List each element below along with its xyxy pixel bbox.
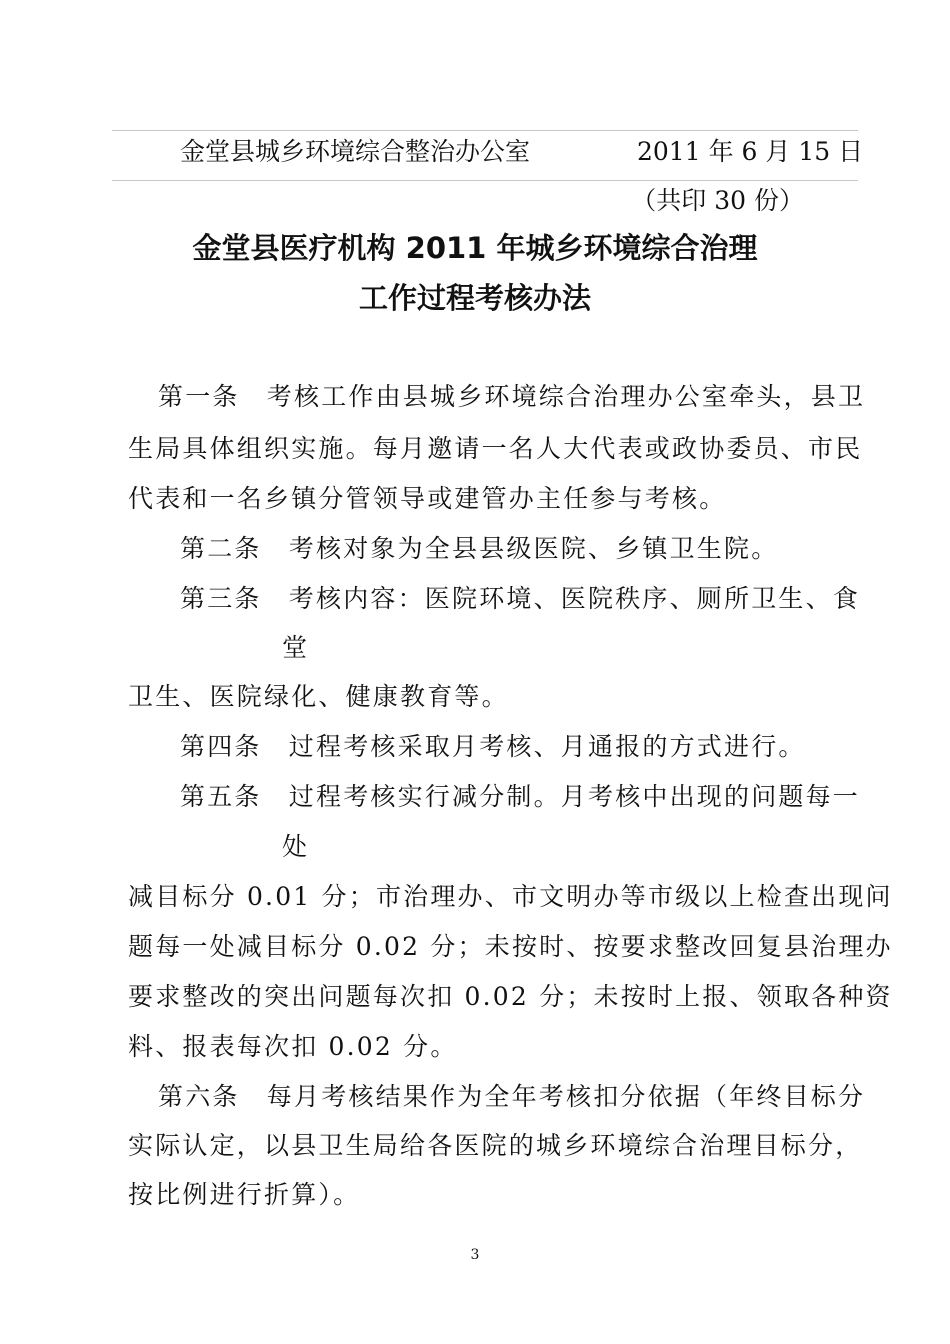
issuing-office: 金堂县城乡环境综合整治办公室 [180,137,531,166]
article-5-line-4: 题每一处减目标分 0.02 分；未按时、按要求整改回复县治理办 [128,932,893,961]
page-number: 3 [470,1247,480,1263]
document-title-line-2: 工作过程考核办法 [358,281,591,315]
article-5-line-2: 处 [282,832,310,861]
article-6-line-1: 第六条 每月考核结果作为全年考核扣分依据（年终目标分 [158,1082,866,1111]
article-3-line-3: 卫生、医院绿化、健康教育等。 [128,682,509,711]
header-top-rule [112,130,858,131]
issue-date: 2011 年 6 月 15 日 [637,137,864,166]
article-5-line-3: 减目标分 0.01 分；市治理办、市文明办等市级以上检查出现问 [128,882,893,911]
header-bottom-rule [112,180,858,181]
article-4-line-1: 第四条 过程考核采取月考核、月通报的方式进行。 [180,732,806,761]
article-1-line-3: 代表和一名乡镇分管领导或建管办主任参与考核。 [128,484,727,513]
article-2-line-1: 第二条 考核对象为全县县级医院、乡镇卫生院。 [180,534,779,563]
article-3-line-1: 第三条 考核内容：医院环境、医院秩序、厕所卫生、食 [180,584,861,613]
article-6-line-2: 实际认定，以县卫生局给各医院的城乡环境综合治理目标分， [128,1131,863,1160]
article-5-line-6: 料、报表每次扣 0.02 分。 [128,1032,458,1061]
document-title-line-1: 金堂县医疗机构 2011 年城乡环境综合治理 [192,231,758,265]
article-5-line-1: 第五条 过程考核实行减分制。月考核中出现的问题每一 [180,782,861,811]
copies-note: （共印 30 份） [631,186,804,215]
article-3-line-2: 堂 [282,633,310,662]
article-5-line-5: 要求整改的突出问题每次扣 0.02 分；未按时上报、领取各种资 [128,982,893,1011]
article-6-line-3: 按比例进行折算）。 [128,1180,361,1209]
article-1-line-1: 第一条 考核工作由县城乡环境综合治理办公室牵头，县卫 [158,382,866,411]
article-1-line-2: 生局具体组织实施。每月邀请一名人大代表或政协委员、市民 [128,434,863,463]
